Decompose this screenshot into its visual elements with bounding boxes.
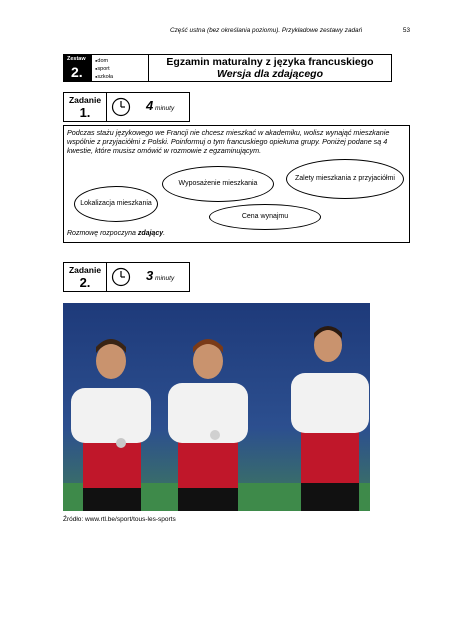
task1-time — [146, 98, 174, 113]
clock-icon — [111, 97, 131, 117]
task1-header — [63, 92, 190, 122]
set-number-block — [64, 55, 92, 81]
point-bubble: Zalety mieszkania z przyjaciółmi — [286, 159, 404, 199]
task2-minutes: 3 — [146, 268, 154, 283]
header-text: Część ustna (bez określania poziomu). Przykładowe zestawy zadań — [170, 27, 363, 34]
task2-header — [63, 262, 190, 292]
topic-item: ● dom — [95, 57, 113, 65]
clock-icon — [111, 267, 131, 287]
topic-item: ● szkoła — [95, 73, 113, 81]
task1-label: Zadanie — [68, 95, 102, 105]
task1-number: 1. — [79, 105, 91, 120]
task2-time — [146, 268, 174, 283]
start-suffix: . — [163, 230, 166, 237]
page-number: 53 — [402, 27, 410, 34]
set-number: 2. — [71, 64, 83, 80]
exam-title — [149, 56, 391, 80]
page-header — [170, 27, 410, 34]
set-topics — [95, 57, 113, 81]
exam-title-main: Egzamin maturalny z języka francuskiego — [166, 56, 374, 68]
task1-number-block — [64, 93, 107, 121]
start-bold: zdający — [137, 230, 164, 237]
start-prefix: Rozmowę rozpoczyna — [67, 230, 138, 237]
task1-minutes-label: minuty — [155, 105, 175, 112]
task1-instruction: Podczas stażu językowego we Francji nie chcesz mieszkać w akademiku, wolisz wynająć mieszkanie wspólnie z przyjaciółmi z Polski. Poinformuj o tym francuskiego opiekuna grupy. Poniżej podane są 4 kwestie, które musisz omówić w rozmowie z egzaminującym. — [67, 128, 390, 155]
task1-box — [63, 125, 410, 243]
exam-title-sub: Wersja dla zdającego — [216, 68, 323, 80]
set-header-box — [63, 54, 392, 82]
task2-number-block — [64, 263, 107, 291]
point-bubble: Lokalizacja mieszkania — [74, 186, 158, 222]
point-bubble: Cena wynajmu — [209, 204, 321, 230]
topic-item: ● sport — [95, 65, 113, 73]
photo-source: Źródło: www.rtl.be/sport/tous-les-sports — [63, 516, 176, 523]
task2-number: 2. — [79, 275, 91, 290]
set-label: Zestaw — [67, 56, 86, 62]
point-bubble: Wyposażenie mieszkania — [162, 166, 274, 202]
task1-minutes: 4 — [146, 98, 154, 113]
task2-label: Zadanie — [68, 265, 102, 275]
athletes-photo — [63, 303, 370, 511]
task2-minutes-label: minuty — [155, 275, 175, 282]
task1-start-note — [67, 230, 165, 237]
